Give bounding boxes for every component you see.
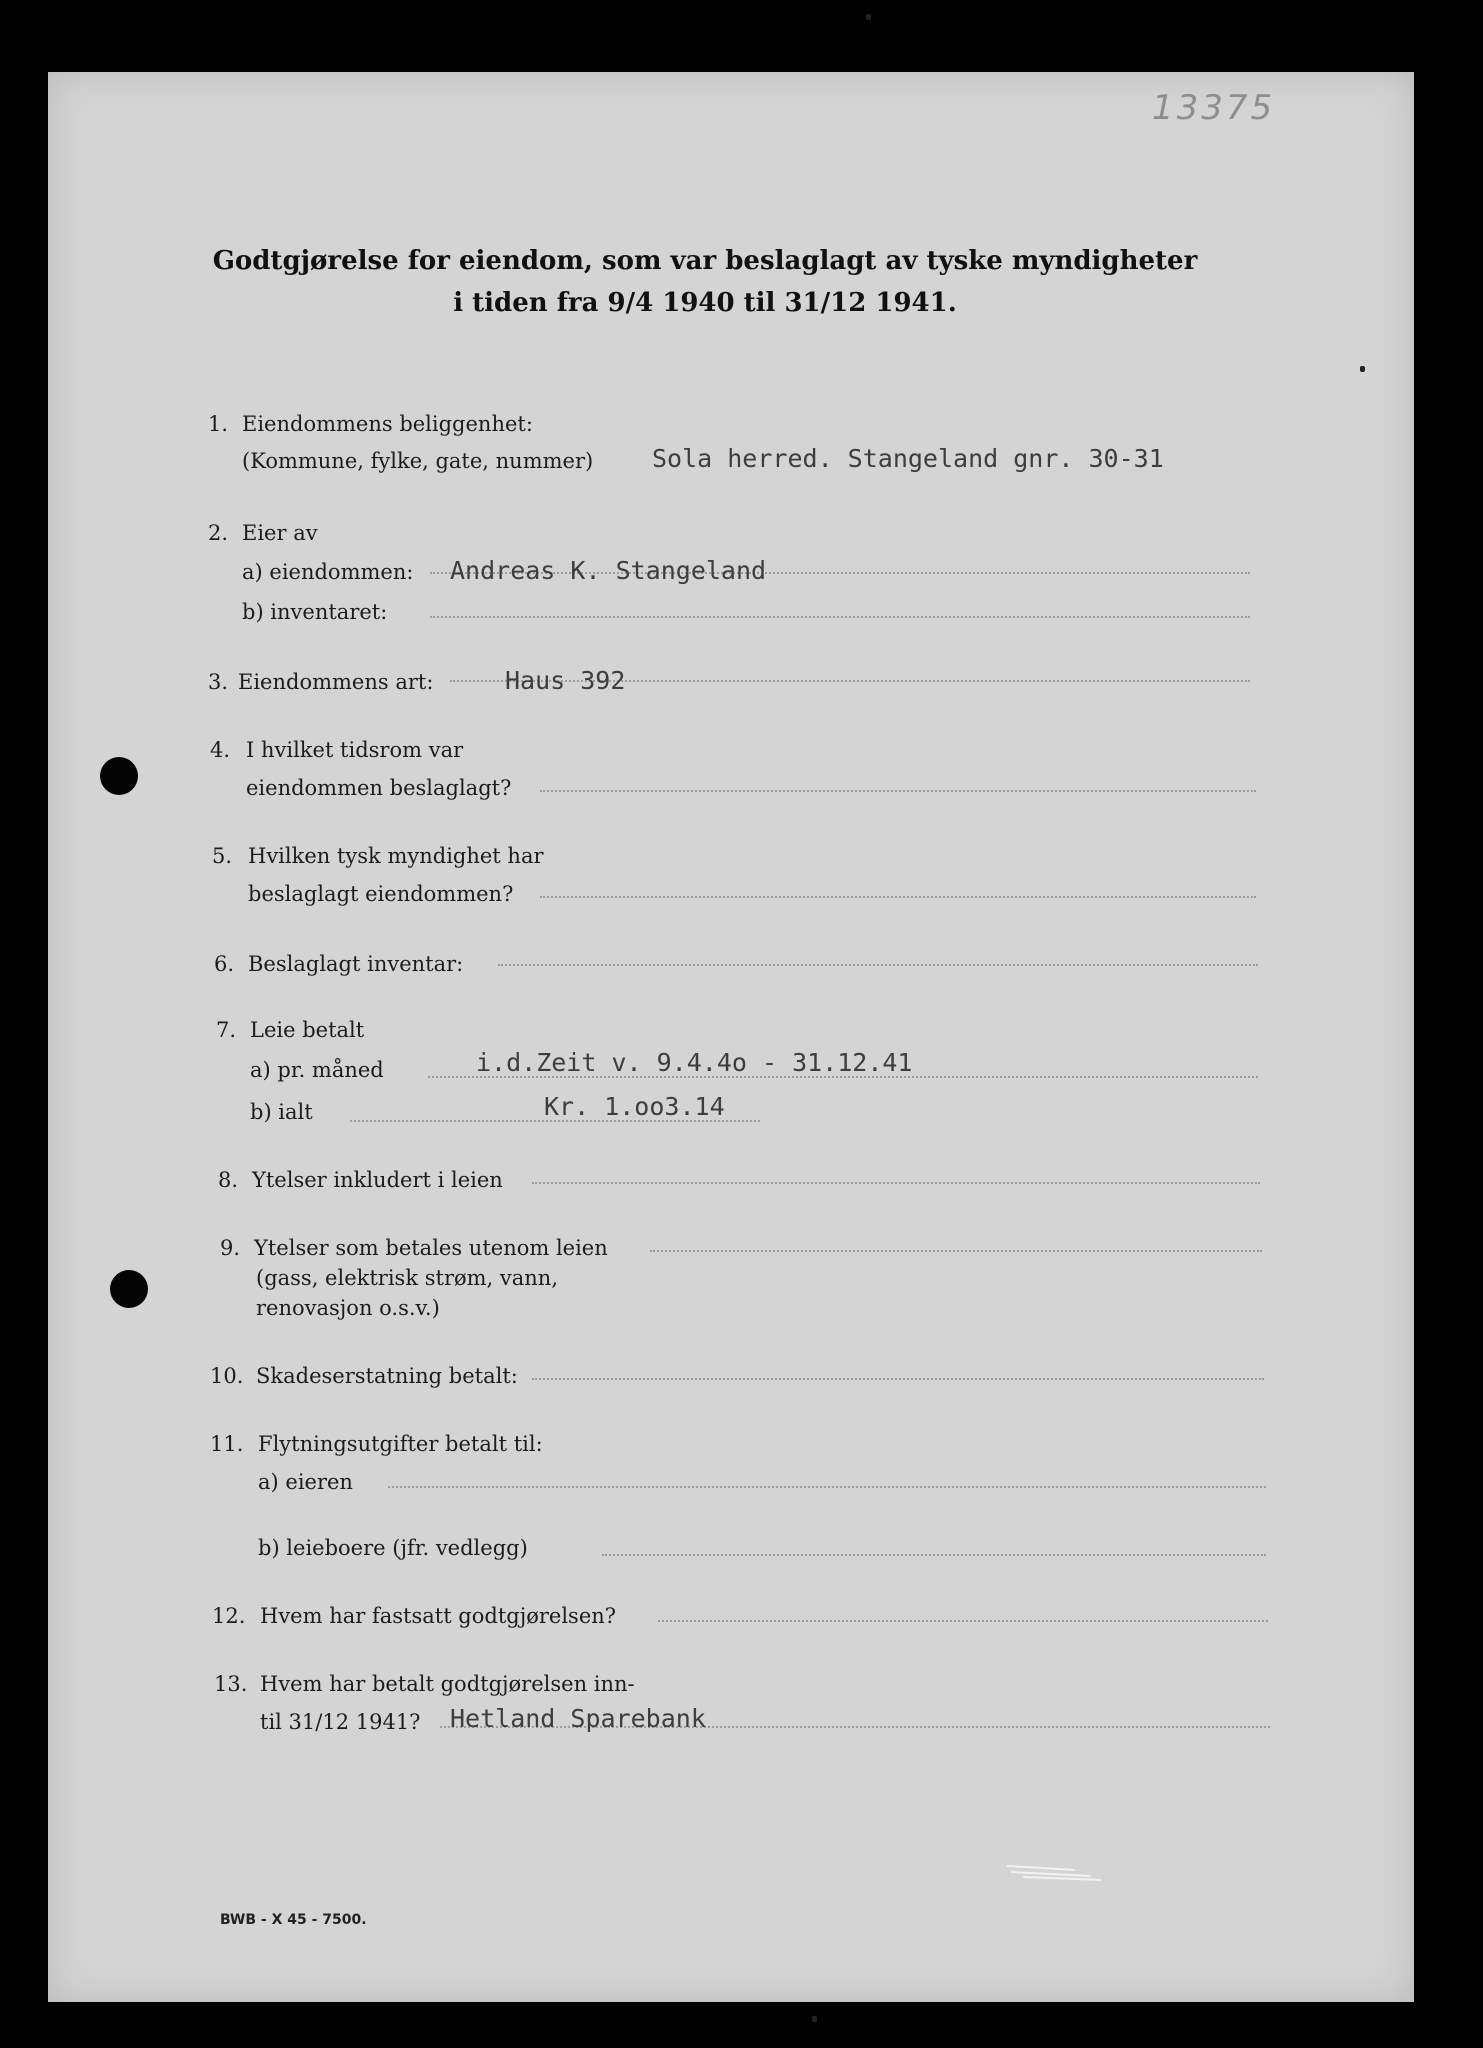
form-title-line1: Godtgjørelse for eiendom, som var beslaglagt av tyske myndigheter xyxy=(212,246,1198,276)
q6-dotted-line xyxy=(498,964,1258,966)
q4-dotted-line xyxy=(540,790,1256,792)
speck-top xyxy=(866,14,871,20)
q5-label: Hvilken tysk myndighet har xyxy=(248,844,544,868)
form-footer-code: BWB - X 45 - 7500. xyxy=(220,1912,367,1928)
q8-number: 8. xyxy=(218,1168,239,1192)
q7a-label: a) pr. måned xyxy=(250,1058,384,1082)
q13-label: Hvem har betalt godtgjørelsen inn- xyxy=(260,1672,635,1696)
q11-label: Flytningsutgifter betalt til: xyxy=(258,1432,543,1456)
q9-number: 9. xyxy=(220,1236,241,1260)
q11b-dotted-line xyxy=(602,1554,1266,1556)
q5-dotted-line xyxy=(540,896,1256,898)
q12-number: 12. xyxy=(212,1604,246,1628)
q5-sublabel: beslaglagt eiendommen? xyxy=(248,882,514,906)
q13-number: 13. xyxy=(214,1672,248,1696)
q1-answer: Sola herred. Stangeland gnr. 30-31 xyxy=(652,444,1164,473)
q7-number: 7. xyxy=(216,1018,237,1042)
q11a-dotted-line xyxy=(388,1486,1266,1488)
q9-sublabel-2: renovasjon o.s.v.) xyxy=(256,1296,440,1320)
q2a-label: a) eiendommen: xyxy=(242,560,414,584)
q2a-answer: Andreas K. Stangeland xyxy=(450,556,767,585)
q4-number: 4. xyxy=(210,738,231,762)
q8-dotted-line xyxy=(532,1182,1260,1184)
speck-bottom xyxy=(812,2016,817,2022)
q12-dotted-line xyxy=(658,1620,1268,1622)
q4-label: I hvilket tidsrom var xyxy=(246,738,464,762)
q9-label: Ytelser som betales utenom leien xyxy=(254,1236,608,1260)
q6-label: Beslaglagt inventar: xyxy=(248,952,464,976)
q7b-answer: Kr. 1.oo3.14 xyxy=(544,1092,725,1121)
q10-number: 10. xyxy=(210,1364,244,1388)
form-title-line2: i tiden fra 9/4 1940 til 31/12 1941. xyxy=(453,288,957,318)
q3-number: 3. xyxy=(208,670,229,694)
q1-label: Eiendommens beliggenhet: xyxy=(242,412,533,436)
q6-number: 6. xyxy=(214,952,235,976)
punch-hole-lower xyxy=(110,1270,148,1308)
q13-sublabel: til 31/12 1941? xyxy=(260,1710,421,1734)
q10-dotted-line xyxy=(532,1378,1264,1380)
q9-dotted-line xyxy=(650,1250,1262,1252)
q12-label: Hvem har fastsatt godtgjørelsen? xyxy=(260,1604,617,1628)
q3-label: Eiendommens art: xyxy=(238,670,434,694)
q8-label: Ytelser inkludert i leien xyxy=(252,1168,503,1192)
q7-label: Leie betalt xyxy=(250,1018,365,1042)
q5-number: 5. xyxy=(212,844,233,868)
q11b-label: b) leieboere (jfr. vedlegg) xyxy=(258,1536,528,1560)
q13-answer: Hetland Sparebank xyxy=(450,1704,706,1733)
scribble-mark xyxy=(1005,1860,1105,1882)
q3-answer: Haus 392 xyxy=(505,666,626,695)
q1-number: 1. xyxy=(208,412,229,436)
q7a-answer: i.d.Zeit v. 9.4.4o - 31.12.41 xyxy=(476,1048,913,1077)
q10-label: Skadeserstatning betalt: xyxy=(256,1364,518,1388)
q2-number: 2. xyxy=(208,521,229,545)
speck-right xyxy=(1360,366,1365,372)
punch-hole-upper xyxy=(100,757,138,795)
q4-sublabel: eiendommen beslaglagt? xyxy=(246,776,512,800)
q7b-label: b) ialt xyxy=(250,1100,313,1124)
q2-label: Eier av xyxy=(242,521,318,545)
q2b-dotted-line xyxy=(430,616,1250,618)
q11a-label: a) eieren xyxy=(258,1470,353,1494)
q11-number: 11. xyxy=(210,1432,244,1456)
q2b-label: b) inventaret: xyxy=(242,600,388,624)
handwritten-archive-number: 13375 xyxy=(1152,88,1276,128)
q9-sublabel-1: (gass, elektrisk strøm, vann, xyxy=(256,1266,558,1290)
q1-sublabel: (Kommune, fylke, gate, nummer) xyxy=(242,449,594,473)
